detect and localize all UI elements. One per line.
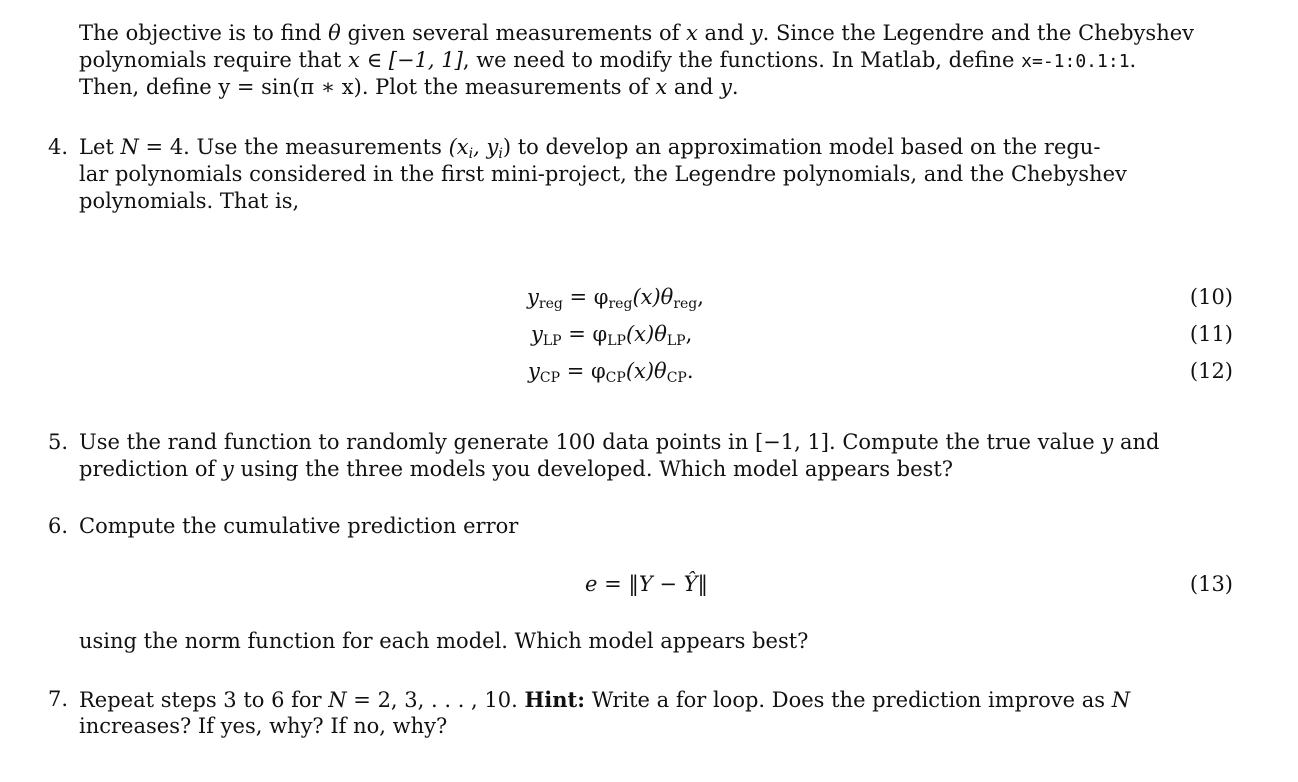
item-4-line-2: lar polynomials considered in the first mini-project, the Legendre polynomials, and the Chebyshev	[79, 162, 1127, 186]
item-5-line-2: prediction of y using the three models you developed. Which model appears best?	[79, 457, 954, 481]
item-7-line-2: increases? If yes, why? If no, why?	[79, 714, 448, 738]
item-6-line-1: Compute the cumulative prediction error	[79, 514, 519, 538]
equation-13: e = ‖Y − Ŷ‖	[585, 572, 709, 596]
hint-label: Hint:	[524, 687, 586, 712]
item-4-line-1: Let N = 4. Use the measurements ($x_i$, $y_i$) to develop an approximation model based on the regu-	[79, 135, 1101, 162]
item-6-number: 6.	[48, 514, 69, 538]
equation-11-number: (11)	[1189, 322, 1233, 346]
item-6-line-2: using the norm function for each model. Which model appears best?	[79, 629, 809, 653]
intro-line-3: Then, define y = sin(π ∗ x). Plot the measurements of x and y.	[79, 75, 739, 99]
item-7-line-1: Repeat steps 3 to 6 for N = 2, 3, . . . , 10. Hint: Write a for loop. Does the prediction improve as N	[79, 687, 1131, 712]
intro-line-1: The objective is to find θ given several measurements of x and y. Since the Legendre and the Chebyshev	[79, 21, 1195, 45]
equation-13-number: (13)	[1189, 572, 1233, 596]
item-7-number: 7.	[48, 687, 69, 711]
item-5-number: 5.	[48, 430, 69, 454]
equation-11: $y_{LP} = \varphi_{LP}(x)\theta_{LP}$,	[531, 322, 693, 349]
matlab-code-snippet: x=-1:0.1:1	[1021, 51, 1130, 72]
intro-line-2: polynomials require that x ∈ [−1, 1], we need to modify the functions. In Matlab, define x=-1:0.1:1.	[79, 48, 1137, 72]
equation-10: $y_{reg} = \varphi_{reg}(x)\theta_{reg}$,	[527, 285, 704, 312]
equation-12: $y_{CP} = \varphi_{CP}(x)\theta_{CP}$.	[528, 359, 694, 386]
equation-10-number: (10)	[1189, 285, 1233, 309]
item-5-line-1: Use the rand function to randomly generate 100 data points in [−1, 1]. Compute the true value y and	[79, 430, 1160, 454]
item-4-number: 4.	[48, 135, 69, 159]
item-4-line-3: polynomials. That is,	[79, 189, 300, 213]
equation-12-number: (12)	[1189, 359, 1233, 383]
